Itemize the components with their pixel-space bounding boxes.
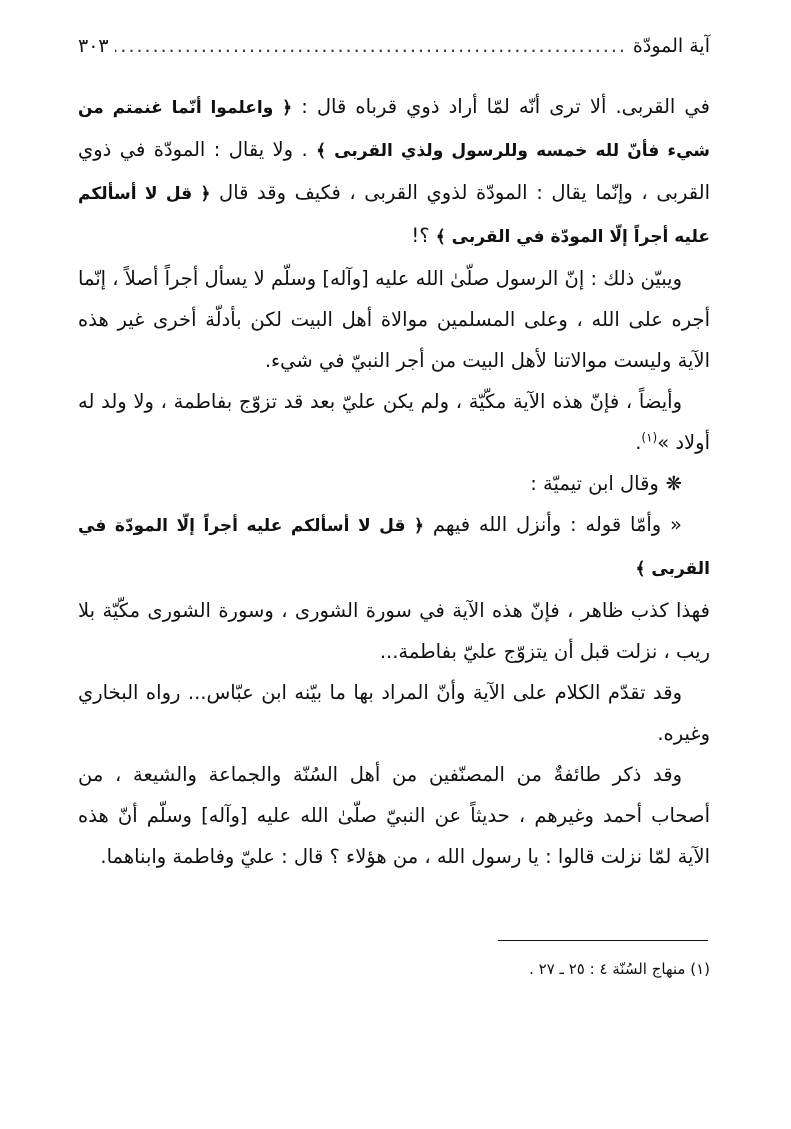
asterisk-ornament-icon: ❋ [658,472,682,495]
text-run: ؟! [411,224,436,247]
text-run: . ولا يقال : المودّة في ذوي القربى ، وإنّما يقال : المودّة لذوي القربى ، فكيف وقد قال [78,138,710,204]
text-run: في القربى. ألا ترى أنّه لمّا أراد ذوي قرباه قال : [292,95,711,118]
page-number: ٣٠٣ [78,35,109,57]
text-run: وأيضاً ، فإنّ هذه الآية مكّيّة ، ولم يكن عليّ بعد قد تزوّج بفاطمة ، ولا ولد له أولاد » [78,390,710,454]
text-run: وقد تقدّم الكلام على الآية وأنّ المراد بها ما بيّنه ابن عبّاس... رواه البخاري وغيره. [78,681,710,745]
footnote-marker: (١) [641,430,658,445]
text-run: « وأمّا قوله : وأنزل الله فيهم [424,513,682,536]
text-run: ويبيّن ذلك : إنّ الرسول صلّىٰ الله عليه [وآله] وسلّم لا يسأل أجراً أصلاً ، إنّما أجره على الله ، وعلى المسلمين موالاة أهل البيت لكن بأدلّة أخرى غير هذه الآية وليست موالاتنا لأهل البيت من أجر النبيّ في شيء. [78,267,710,372]
running-header [78,30,710,62]
footnote-separator [498,940,708,941]
paragraph [78,463,710,504]
footnote: (١) منهاج السُنّة ٤ : ٢٥ ـ ٢٧ . [529,960,710,978]
paragraph [78,590,710,672]
paragraph [78,504,710,590]
chapter-title: آية المودّة [632,35,710,57]
page [78,30,710,877]
text-run: فهذا كذب ظاهر ، فإنّ هذه الآية في سورة الشورى ، وسورة الشورى مكّيّة بلا ريب ، نزلت قبل أن يتزوّج عليّ بفاطمة... [78,599,710,663]
leader-dots [115,30,627,62]
text-run: وقال ابن تيميّة : [530,472,659,495]
quran-verse: ﴿ واعلموا أنّما غنمتم من شيء فأنّ لله خمسه وللرسول ولذي القربى ﴾ [78,98,710,161]
paragraph [78,754,710,877]
paragraph [78,258,710,381]
quran-verse: ﴿ قل لا أسألكم عليه أجراً إلّا المودّة في القربى ﴾ [78,184,710,247]
text-run: . [635,431,642,454]
quran-verse: ﴿ قل لا أسألكم عليه أجراً إلّا المودّة في القربى ﴾ [78,516,710,579]
paragraph [78,86,710,258]
paragraph [78,672,710,754]
text-run: وقد ذكر طائفةٌ من المصنّفين من أهل السُنّة والجماعة والشيعة ، من أصحاب أحمد وغيرهم ، حديثاً عن النبيّ صلّىٰ الله عليه [وآله] وسلّم أنّ هذه الآية لمّا نزلت قالوا : يا رسول الله ، من هؤلاء ؟ قال : عليّ وفاطمة وابناهما. [78,763,710,868]
paragraph [78,381,710,463]
main-text [78,86,710,877]
